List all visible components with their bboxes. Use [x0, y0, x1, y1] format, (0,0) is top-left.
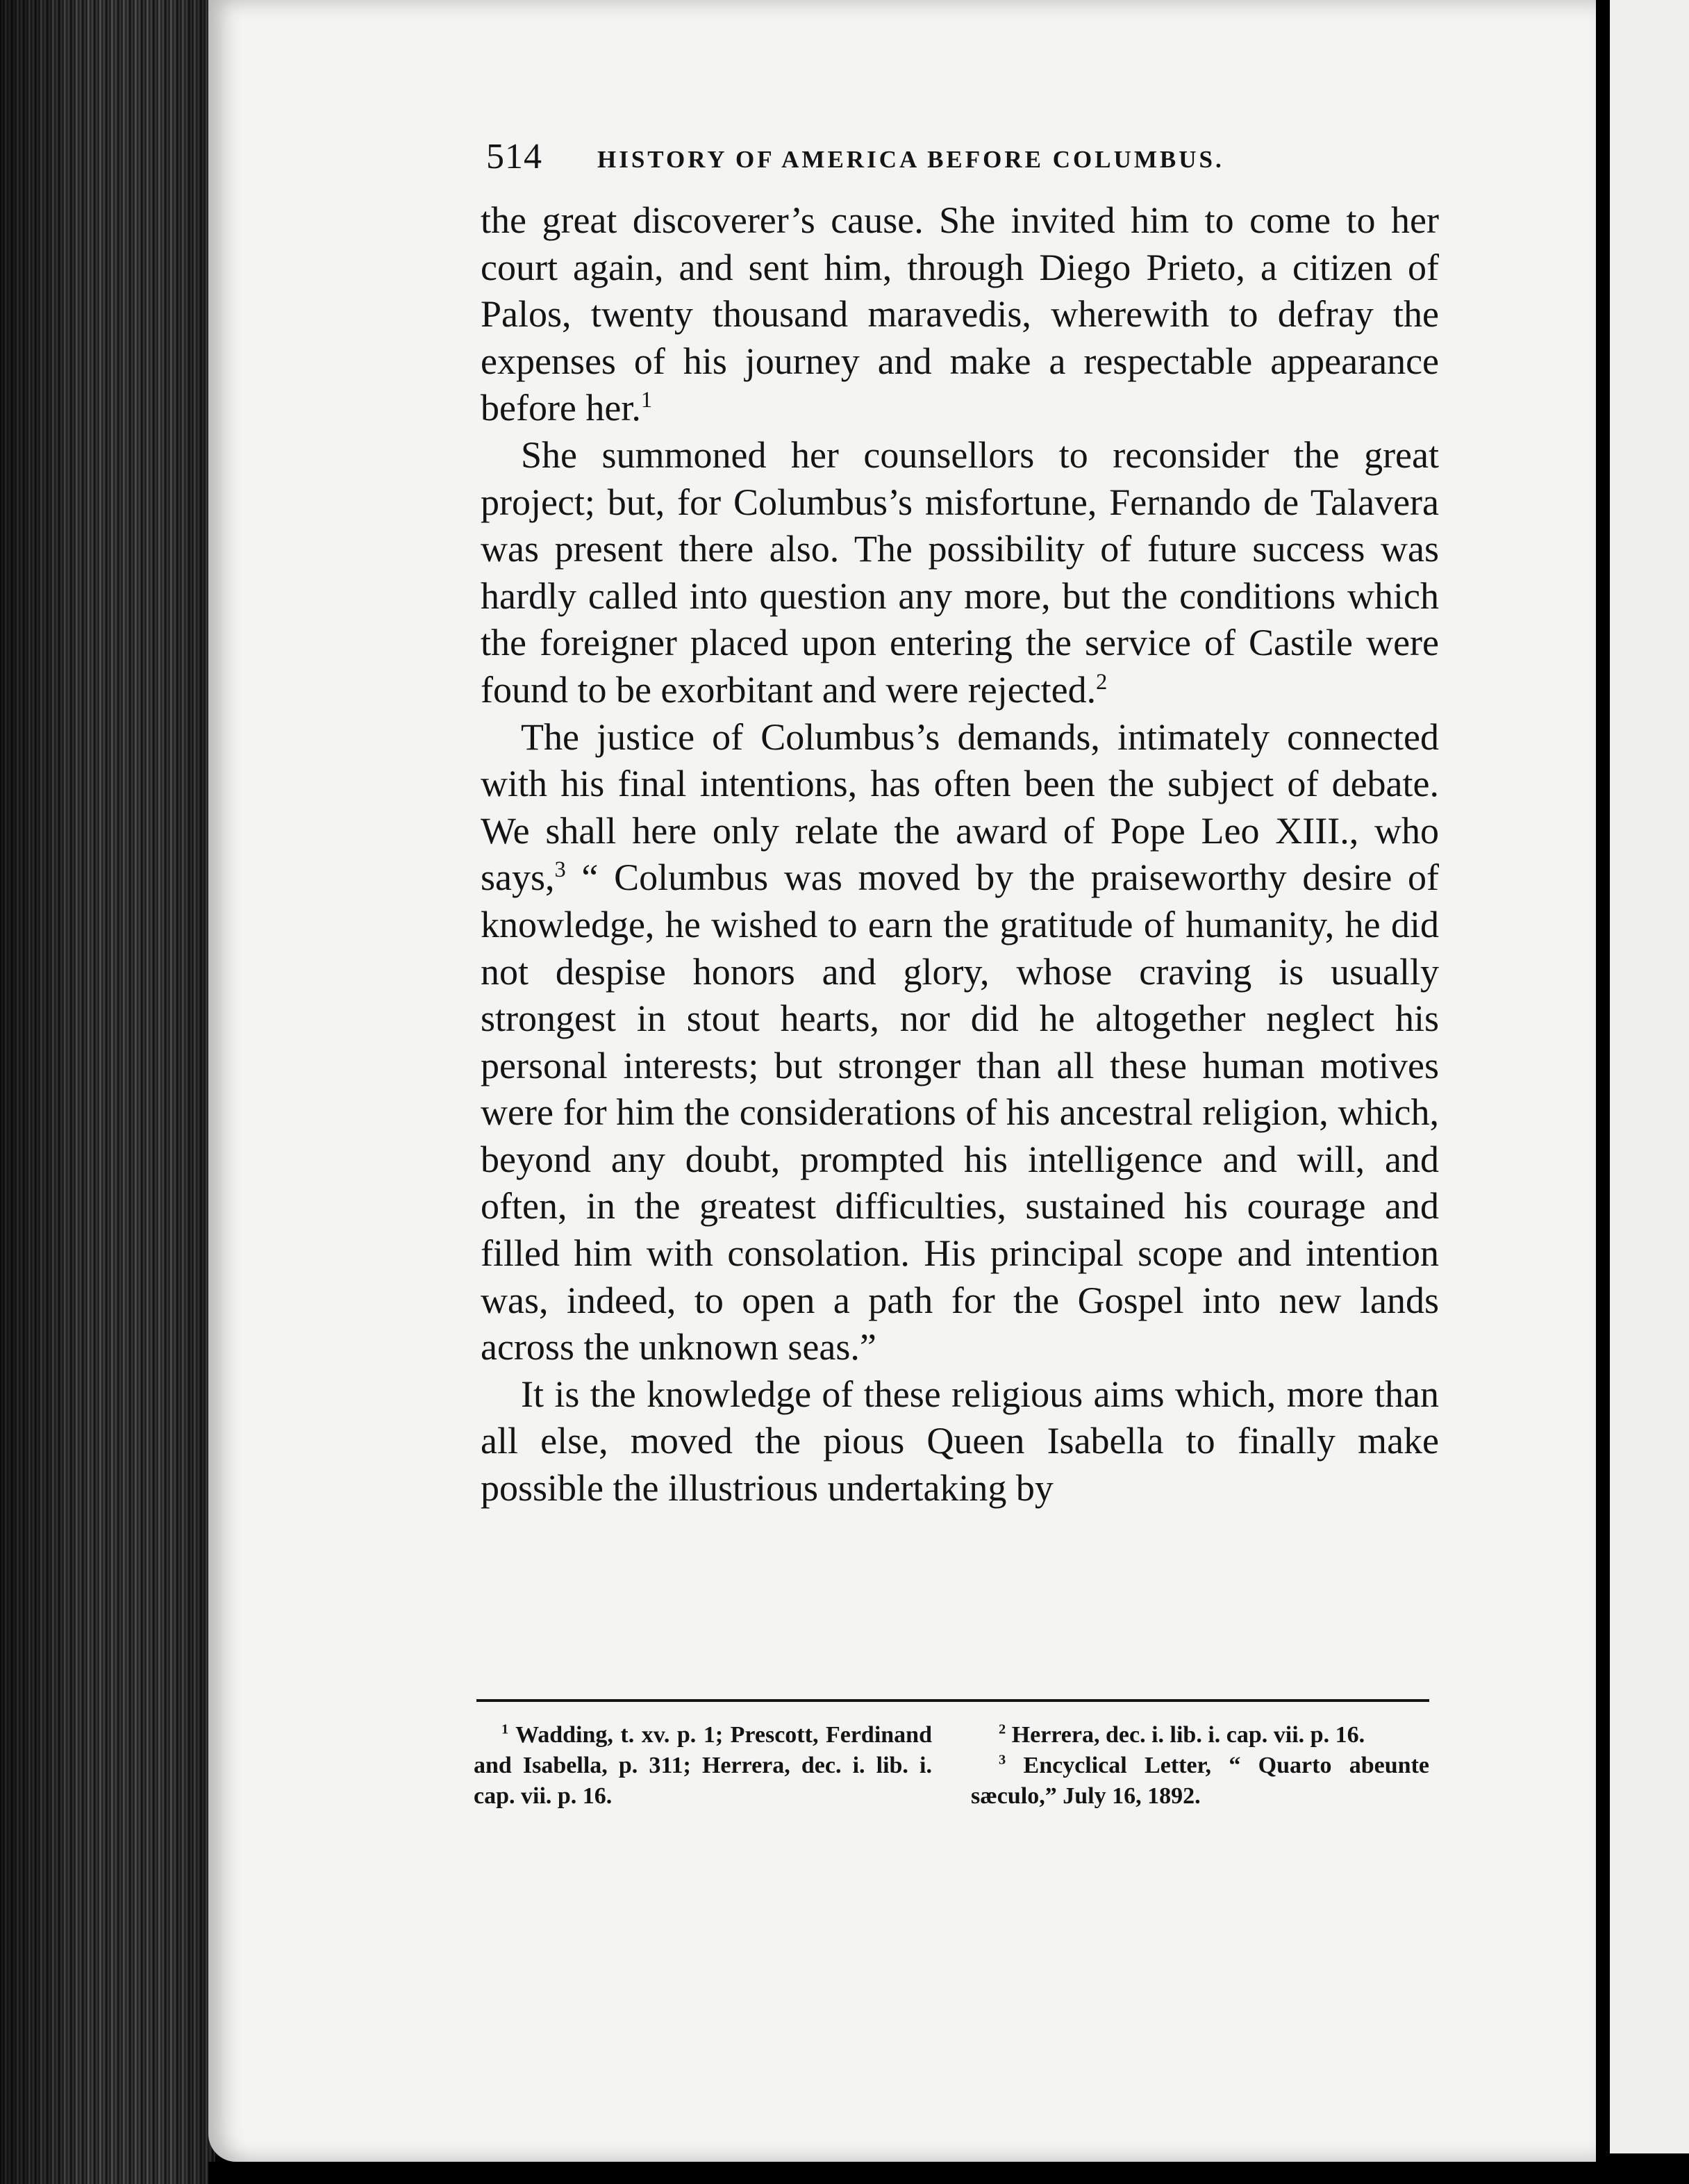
- page-number: 514: [486, 137, 542, 176]
- footnote-3: [971, 1751, 1429, 1812]
- facing-page-edge: [1610, 0, 1689, 2153]
- paragraph-text: The justice of Columbus’s demands, intimately connected with his final intentions, has often been the subject of debate. We shall here only relate the award of Pope Leo XIII., who says,: [481, 715, 1439, 899]
- footnotes-right-column: [971, 1720, 1429, 1812]
- fore-edge-shadow: [0, 0, 215, 2184]
- footnote-text: Encyclical Letter, “ Quarto abeunte sæculo,” July 16, 1892.: [971, 1753, 1430, 1809]
- footnote-mark: 3: [999, 1752, 1006, 1768]
- footnote-ref: 2: [1096, 669, 1108, 695]
- footnote-text: Herrera, dec. i. lib. i. cap. vii. p. 16.: [1011, 1722, 1365, 1748]
- body-text: [481, 197, 1439, 1512]
- footnote-text: Wadding, t. xv. p. 1; Prescott, Ferdinand and Isabella, p. 311; Herrera, dec. i. lib. i. cap. vii. p. 16.: [474, 1722, 933, 1809]
- footnote-ref: 3: [554, 857, 566, 883]
- paragraph-3: [481, 714, 1439, 1371]
- footnote-rule: [476, 1699, 1429, 1702]
- paragraph-text: “ Columbus was moved by the praiseworthy desire of knowledge, he wished to earn the gratitude of humanity, he did not despise honors and glory, whose craving is usually strongest in stout hearts, nor did he altogether neglect his personal interests; but stronger than all these human motives were for him the considerations of his ancestral religion, which, beyond any doubt, prompted his intelligence and will, and often, in the greatest difficulties, sustained his courage and filled him with consolation. His principal scope and intention was, indeed, to open a path for the Gospel into new lands across the unknown seas.”: [481, 857, 1439, 1368]
- paragraph-4: [481, 1371, 1439, 1512]
- running-title: HISTORY OF AMERICA BEFORE COLUMBUS.: [597, 146, 1224, 173]
- paragraph-text: It is the knowledge of these religious aims which, more than all else, moved the pious Queen Isabella to finally make possible the illustrious undertaking by: [481, 1373, 1439, 1509]
- footnote-ref: 1: [640, 388, 653, 413]
- paragraph-2: [481, 432, 1439, 714]
- paragraph-text: She summoned her counsellors to reconsider the great project; but, for Columbus’s misfortune, Fernando de Talavera was present there also. The possibility of future success was hardly called into question any more, but the conditions which the foreigner placed upon entering the service of Castile were found to be exorbitant and were rejected.: [481, 433, 1439, 711]
- paragraph-text: the great discoverer’s cause. She invited him to come to her court again, and sent him, through Diego Prieto, a citizen of Palos, twenty thousand maravedis, wherewith to defray the expenses of his journey and make a respectable appearance before her.: [481, 199, 1439, 429]
- footnote-2: [971, 1720, 1429, 1751]
- footnotes-left-column: [474, 1720, 932, 1812]
- footnote-mark: 1: [501, 1721, 509, 1737]
- footnote-mark: 2: [999, 1721, 1006, 1737]
- bottom-shadow: [208, 2162, 1689, 2184]
- page-header: [486, 136, 1445, 178]
- footnote-1: [474, 1720, 932, 1812]
- paragraph-1: [481, 197, 1439, 432]
